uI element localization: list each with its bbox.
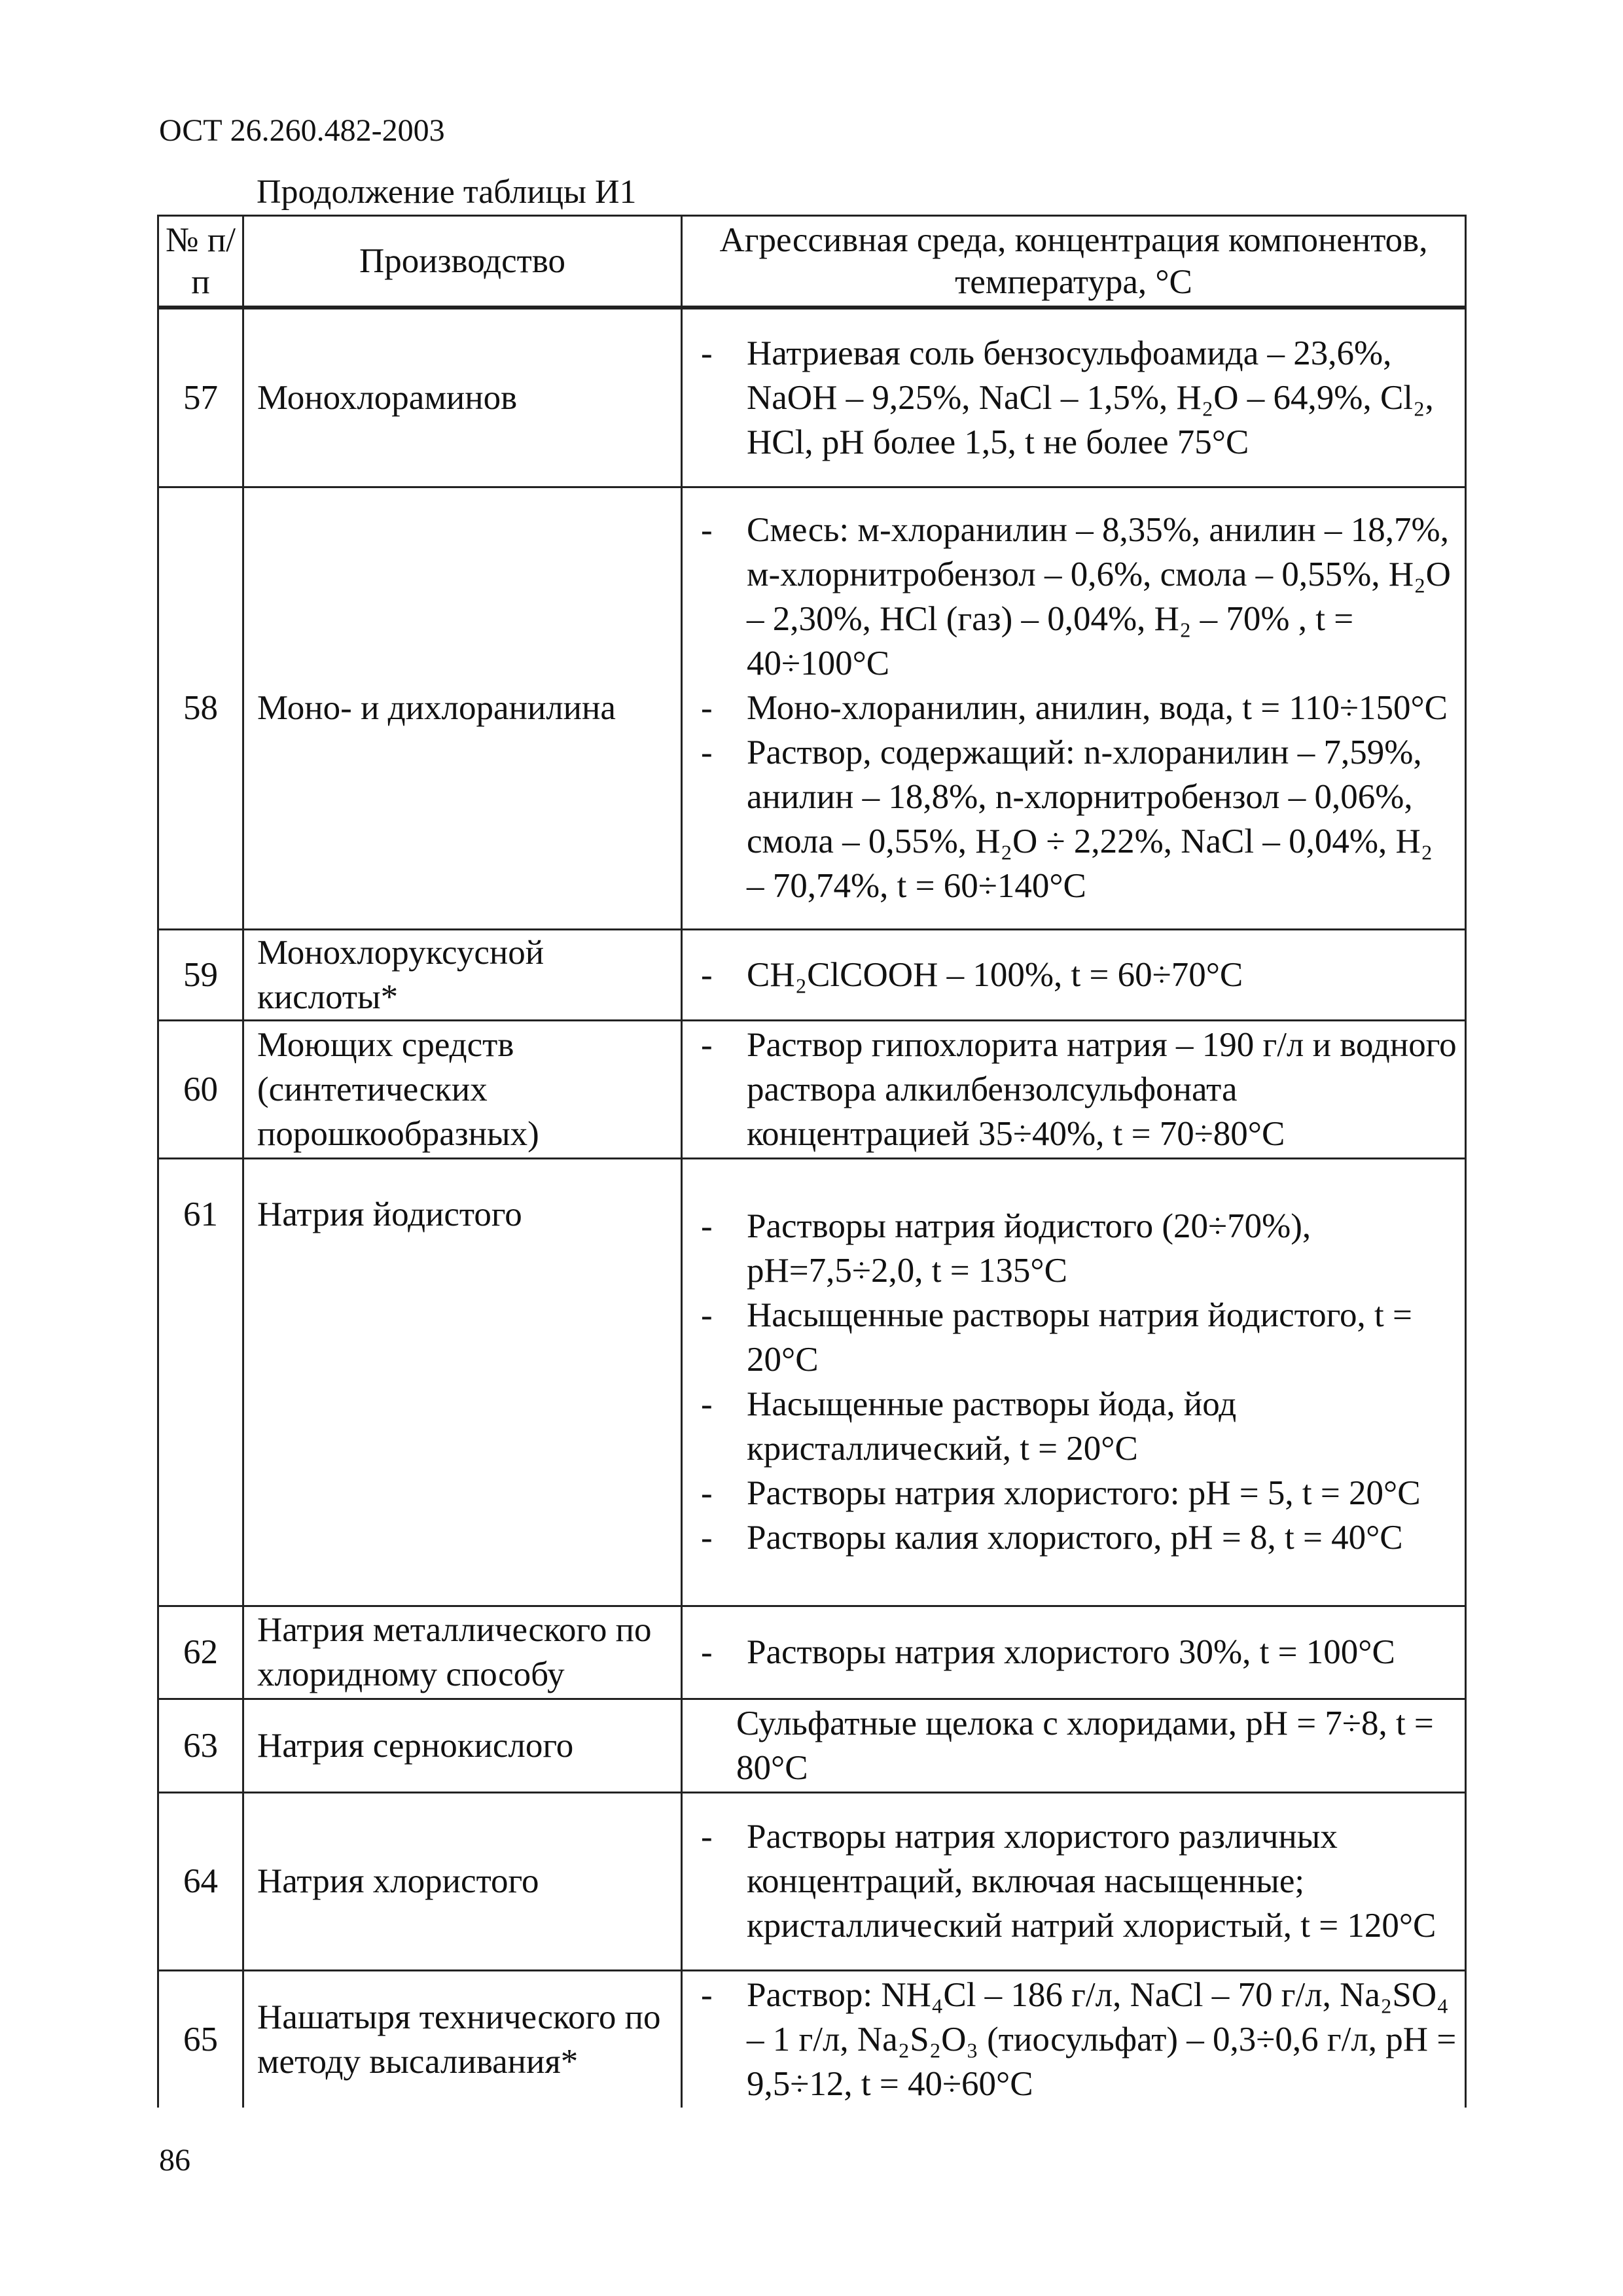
- media-item: - Растворы натрия хлористого различных концентраций, включая насыщенные; кристаллический натрий хлористый, t = 120°С: [701, 1814, 1458, 1948]
- media-item: - Смесь: м-хлоранилин – 8,35%, анилин – 18,7%, м-хлорнитробензол – 0,6%, смола – 0,55%, H₂O – 2,30%, HCl (газ) – 0,04%, H₂ – 70% , t = 40÷100°С: [701, 508, 1458, 686]
- media-item-text: Насыщенные растворы натрия йодистого, t = 20°С: [747, 1296, 1412, 1379]
- media-item: - CH₂ClCOOH – 100%, t = 60÷70°С: [701, 953, 1458, 997]
- media-item: - Натриевая соль бензосульфоамида – 23,6%, NaOH – 9,25%, NaCl – 1,5%, H₂O – 64,9%, Cl₂, HCl, pH более 1,5, t не более 75°С: [701, 331, 1458, 465]
- row-number: 60: [158, 1020, 243, 1158]
- production-name: Нашатыря технического по методу высаливания*: [243, 1970, 682, 2108]
- header-production: Производство: [243, 216, 682, 308]
- media-item-text: Моно-хлоранилин, анилин, вода, t = 110÷150°С: [747, 689, 1448, 727]
- table-row: [158, 487, 1466, 929]
- aggressive-media-table: [157, 215, 1467, 2108]
- header-media: Агрессивная среда, концентрация компонентов, температура, °С: [682, 216, 1466, 308]
- production-name: Монохлораминов: [243, 308, 682, 487]
- production-name: Натрия сернокислого: [243, 1699, 682, 1792]
- media-item: - Растворы натрия хлористого: pH = 5, t = 20°С: [701, 1471, 1458, 1515]
- media-cell: [682, 929, 1466, 1020]
- media-cell: [682, 1606, 1466, 1699]
- table-header-row: [158, 216, 1466, 308]
- media-item-text: Натриевая соль бензосульфоамида – 23,6%, NaOH – 9,25%, NaCl – 1,5%, H₂O – 64,9%, Cl₂, HCl, pH более 1,5, t не более 75°С: [747, 334, 1434, 461]
- media-item-text: Растворы натрия хлористого 30%, t = 100°С: [747, 1633, 1395, 1671]
- media-item: - Насыщенные растворы натрия йодистого, t = 20°С: [701, 1293, 1458, 1382]
- row-number: 58: [158, 487, 243, 929]
- document-code: ОСТ 26.260.482-2003: [159, 113, 445, 148]
- row-number: 59: [158, 929, 243, 1020]
- media-item: - Растворы натрия йодистого (20÷70%), pH=7,5÷2,0, t = 135°С: [701, 1204, 1458, 1293]
- media-item: - Моно-хлоранилин, анилин, вода, t = 110÷150°С: [701, 686, 1458, 730]
- media-plain-text: Сульфатные щелока с хлоридами, pH = 7÷8, t = 80°С: [736, 1704, 1434, 1787]
- production-name: Натрия хлористого: [243, 1792, 682, 1970]
- media-item: - Растворы калия хлористого, pH = 8, t = 40°С: [701, 1515, 1458, 1560]
- media-item: - Раствор: NH₄Cl – 186 г/л, NaCl – 70 г/л, Na₂SO₄ – 1 г/л, Na₂S₂O₃ (тиосульфат) – 0,3÷0,6 г/л, pH = 9,5÷12, t = 40÷60°С: [701, 1973, 1458, 2106]
- media-item-text: Раствор, содержащий: n-хлоранилин – 7,59%, анилин – 18,8%, n-хлорнитробензол – 0,06%, смола – 0,55%, H₂O ÷ 2,22%, NaCl – 0,04%, H₂ – 70,74%, t = 60÷140°С: [747, 733, 1433, 905]
- table-row: [158, 308, 1466, 487]
- media-item: - Растворы натрия хлористого 30%, t = 100°С: [701, 1630, 1458, 1674]
- media-item-text: CH₂ClCOOH – 100%, t = 60÷70°С: [747, 955, 1243, 994]
- row-number: 61: [158, 1158, 243, 1606]
- production-name: Натрия металлического по хлоридному способу: [243, 1606, 682, 1699]
- media-cell: [682, 1158, 1466, 1606]
- media-cell: [682, 487, 1466, 929]
- media-item-text: Растворы калия хлористого, pH = 8, t = 40°С: [747, 1519, 1403, 1557]
- row-number: 57: [158, 308, 243, 487]
- row-number: 62: [158, 1606, 243, 1699]
- table-row: [158, 1158, 1466, 1606]
- page-number: 86: [159, 2143, 190, 2178]
- production-name: Натрия йодистого: [243, 1158, 682, 1606]
- media-cell: [682, 1699, 1466, 1792]
- media-item-text: Растворы натрия хлористого различных концентраций, включая насыщенные; кристаллический натрий хлористый, t = 120°С: [747, 1818, 1436, 1945]
- media-cell: [682, 1970, 1466, 2108]
- media-item-text: Насыщенные растворы йода, йод кристаллический, t = 20°С: [747, 1385, 1237, 1468]
- table-row: [158, 1699, 1466, 1792]
- table-row: [158, 1792, 1466, 1970]
- media-item-text: Смесь: м-хлоранилин – 8,35%, анилин – 18,7%, м-хлорнитробензол – 0,6%, смола – 0,55%, H₂O – 2,30%, HCl (газ) – 0,04%, H₂ – 70% , t = 40÷100°С: [747, 511, 1451, 682]
- table-row: [158, 1020, 1466, 1158]
- table-row: [158, 1606, 1466, 1699]
- row-number: 63: [158, 1699, 243, 1792]
- media-item-text: Раствор: NH₄Cl – 186 г/л, NaCl – 70 г/л, Na₂SO₄ – 1 г/л, Na₂S₂O₃ (тиосульфат) – 0,3÷0,6 г/л, pH = 9,5÷12, t = 40÷60°С: [747, 1975, 1457, 2103]
- media-cell: [682, 1792, 1466, 1970]
- table-row: [158, 1970, 1466, 2108]
- production-name: Монохлоруксусной кислоты*: [243, 929, 682, 1020]
- media-item-text: Растворы натрия йодистого (20÷70%), pH=7,5÷2,0, t = 135°С: [747, 1207, 1311, 1290]
- production-name: Моющих средств (синтетических порошкообразных): [243, 1020, 682, 1158]
- row-number: 65: [158, 1970, 243, 2108]
- production-name: Моно- и дихлоранилина: [243, 487, 682, 929]
- media-cell: [682, 1020, 1466, 1158]
- media-item-text: Раствор гипохлорита натрия – 190 г/л и водного раствора алкилбензолсульфоната концентрацией 35÷40%, t = 70÷80°С: [747, 1025, 1457, 1153]
- table-row: [158, 929, 1466, 1020]
- media-item: - Раствор гипохлорита натрия – 190 г/л и водного раствора алкилбензолсульфоната концентрацией 35÷40%, t = 70÷80°С: [701, 1023, 1458, 1156]
- row-number: 64: [158, 1792, 243, 1970]
- media-item: - Раствор, содержащий: n-хлоранилин – 7,59%, анилин – 18,8%, n-хлорнитробензол – 0,06%, смола – 0,55%, H₂O ÷ 2,22%, NaCl – 0,04%, H₂ – 70,74%, t = 60÷140°С: [701, 730, 1458, 908]
- media-cell: [682, 308, 1466, 487]
- media-item: - Насыщенные растворы йода, йод кристаллический, t = 20°С: [701, 1382, 1458, 1471]
- table-continuation-title: Продолжение таблицы И1: [257, 173, 637, 211]
- header-num: № п/п: [158, 216, 243, 308]
- media-item-text: Растворы натрия хлористого: pH = 5, t = 20°С: [747, 1474, 1421, 1512]
